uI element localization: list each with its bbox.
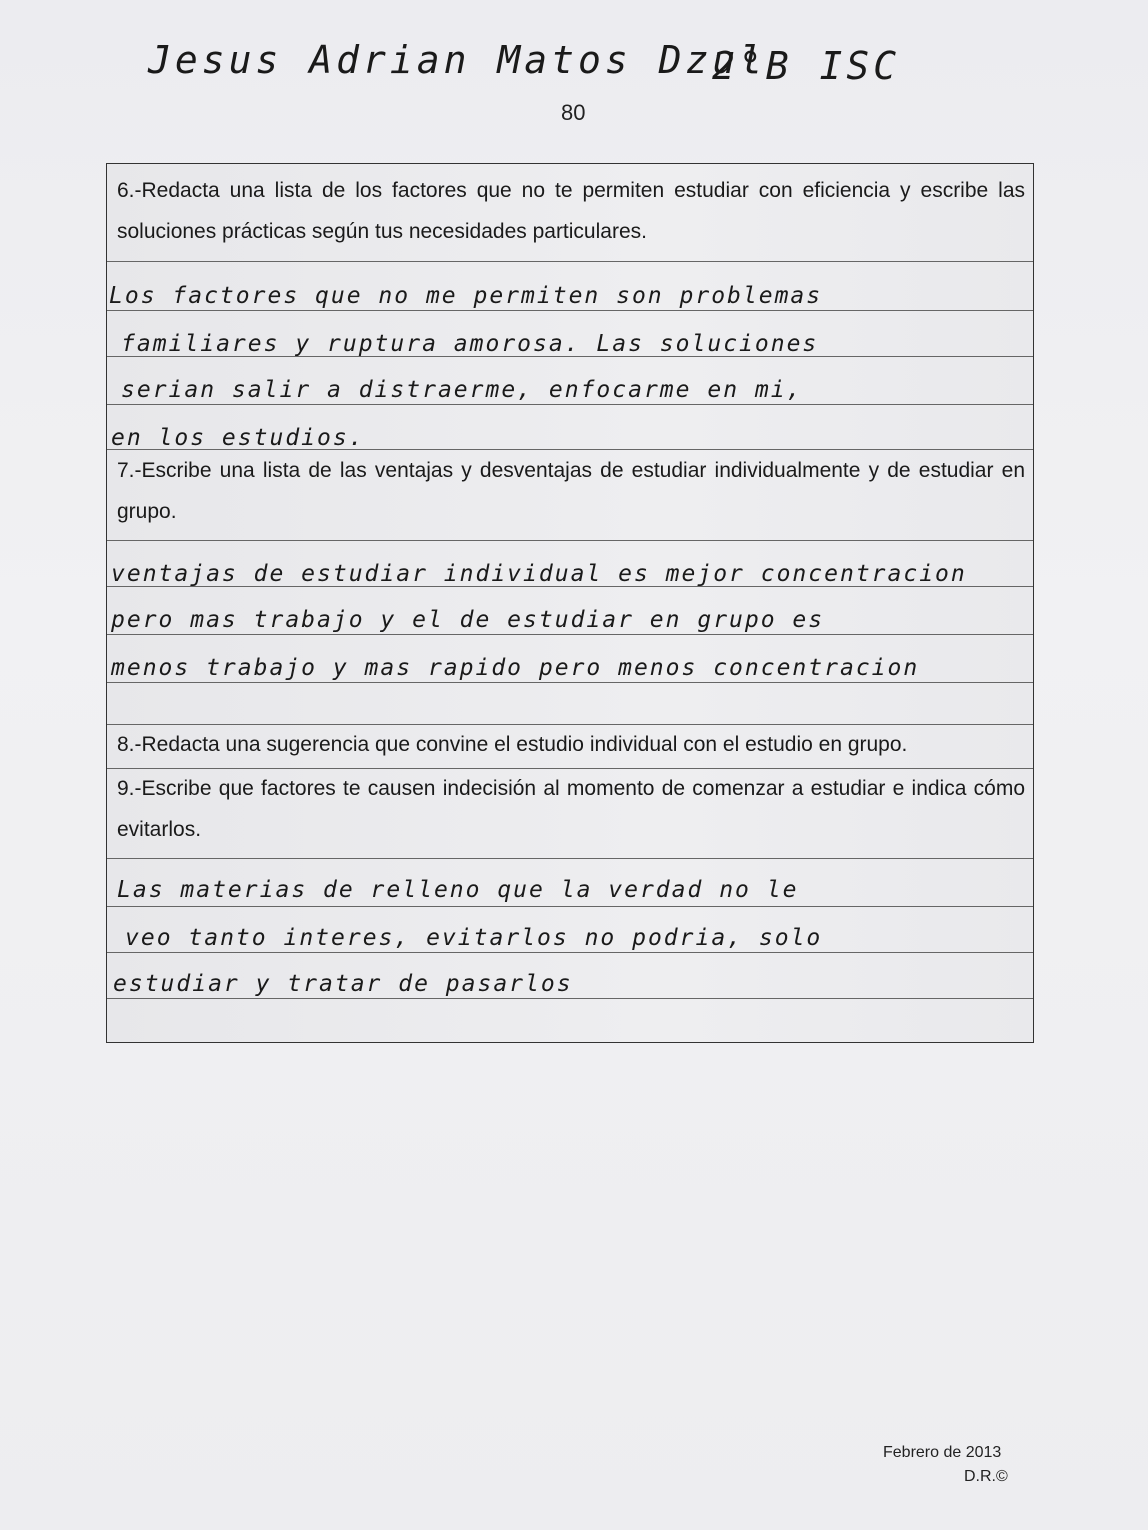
student-name: Jesus Adrian Matos Dzul	[148, 38, 767, 82]
answer-rule	[107, 310, 1033, 311]
question-7-answer-line: ventajas de estudiar individual es mejor concentracion	[111, 561, 967, 587]
footer-rights: D.R.©	[964, 1468, 1008, 1485]
question-7-prompt: 7.-Escribe una lista de las ventajas y desventajas de estudiar individualmente y de estudiar en grupo.	[117, 459, 1025, 523]
answer-rule	[107, 404, 1033, 405]
row-divider	[107, 858, 1033, 859]
question-6-answer-line: Los factores que no me permiten son problemas	[109, 283, 823, 309]
row-divider	[107, 261, 1033, 262]
answer-rule	[107, 998, 1033, 999]
answer-rule	[107, 906, 1033, 907]
question-8-prompt: 8.-Redacta una sugerencia que convine el estudio individual con el estudio en grupo.	[117, 733, 908, 756]
student-group: 2°B ISC	[712, 44, 901, 88]
question-9-answer-line: estudiar y tratar de pasarlos	[113, 971, 573, 997]
question-7-answer-line: menos trabajo y mas rapido pero menos concentracion	[111, 655, 920, 681]
page-number: 80	[561, 100, 586, 125]
answer-rule	[107, 634, 1033, 635]
question-6-answer-line: serian salir a distraerme, enfocarme en mi,	[121, 377, 803, 403]
question-9-prompt: 9.-Escribe que factores te causen indecisión al momento de comenzar a estudiar e indica cómo evitarlos.	[117, 777, 1025, 841]
question-6-prompt: 6.-Redacta una lista de los factores que no te permiten estudiar con eficiencia y escribe las soluciones prácticas según tus necesidades particulares.	[117, 179, 1025, 243]
question-6-answer-line: familiares y ruptura amorosa. Las soluciones	[121, 331, 819, 357]
question-7-answer-line: pero mas trabajo y el de estudiar en grupo es	[111, 607, 825, 633]
question-9-answer-line: veo tanto interes, evitarlos no podria, solo	[125, 925, 823, 951]
answer-rule	[107, 952, 1033, 953]
answer-rule	[107, 682, 1033, 683]
question-6-answer-line: en los estudios.	[111, 425, 365, 451]
footer-date: Febrero de 2013	[883, 1444, 1002, 1461]
row-divider	[107, 540, 1033, 541]
question-table	[106, 163, 1034, 1043]
question-9-answer-line: Las materias de relleno que la verdad no le	[117, 877, 799, 903]
